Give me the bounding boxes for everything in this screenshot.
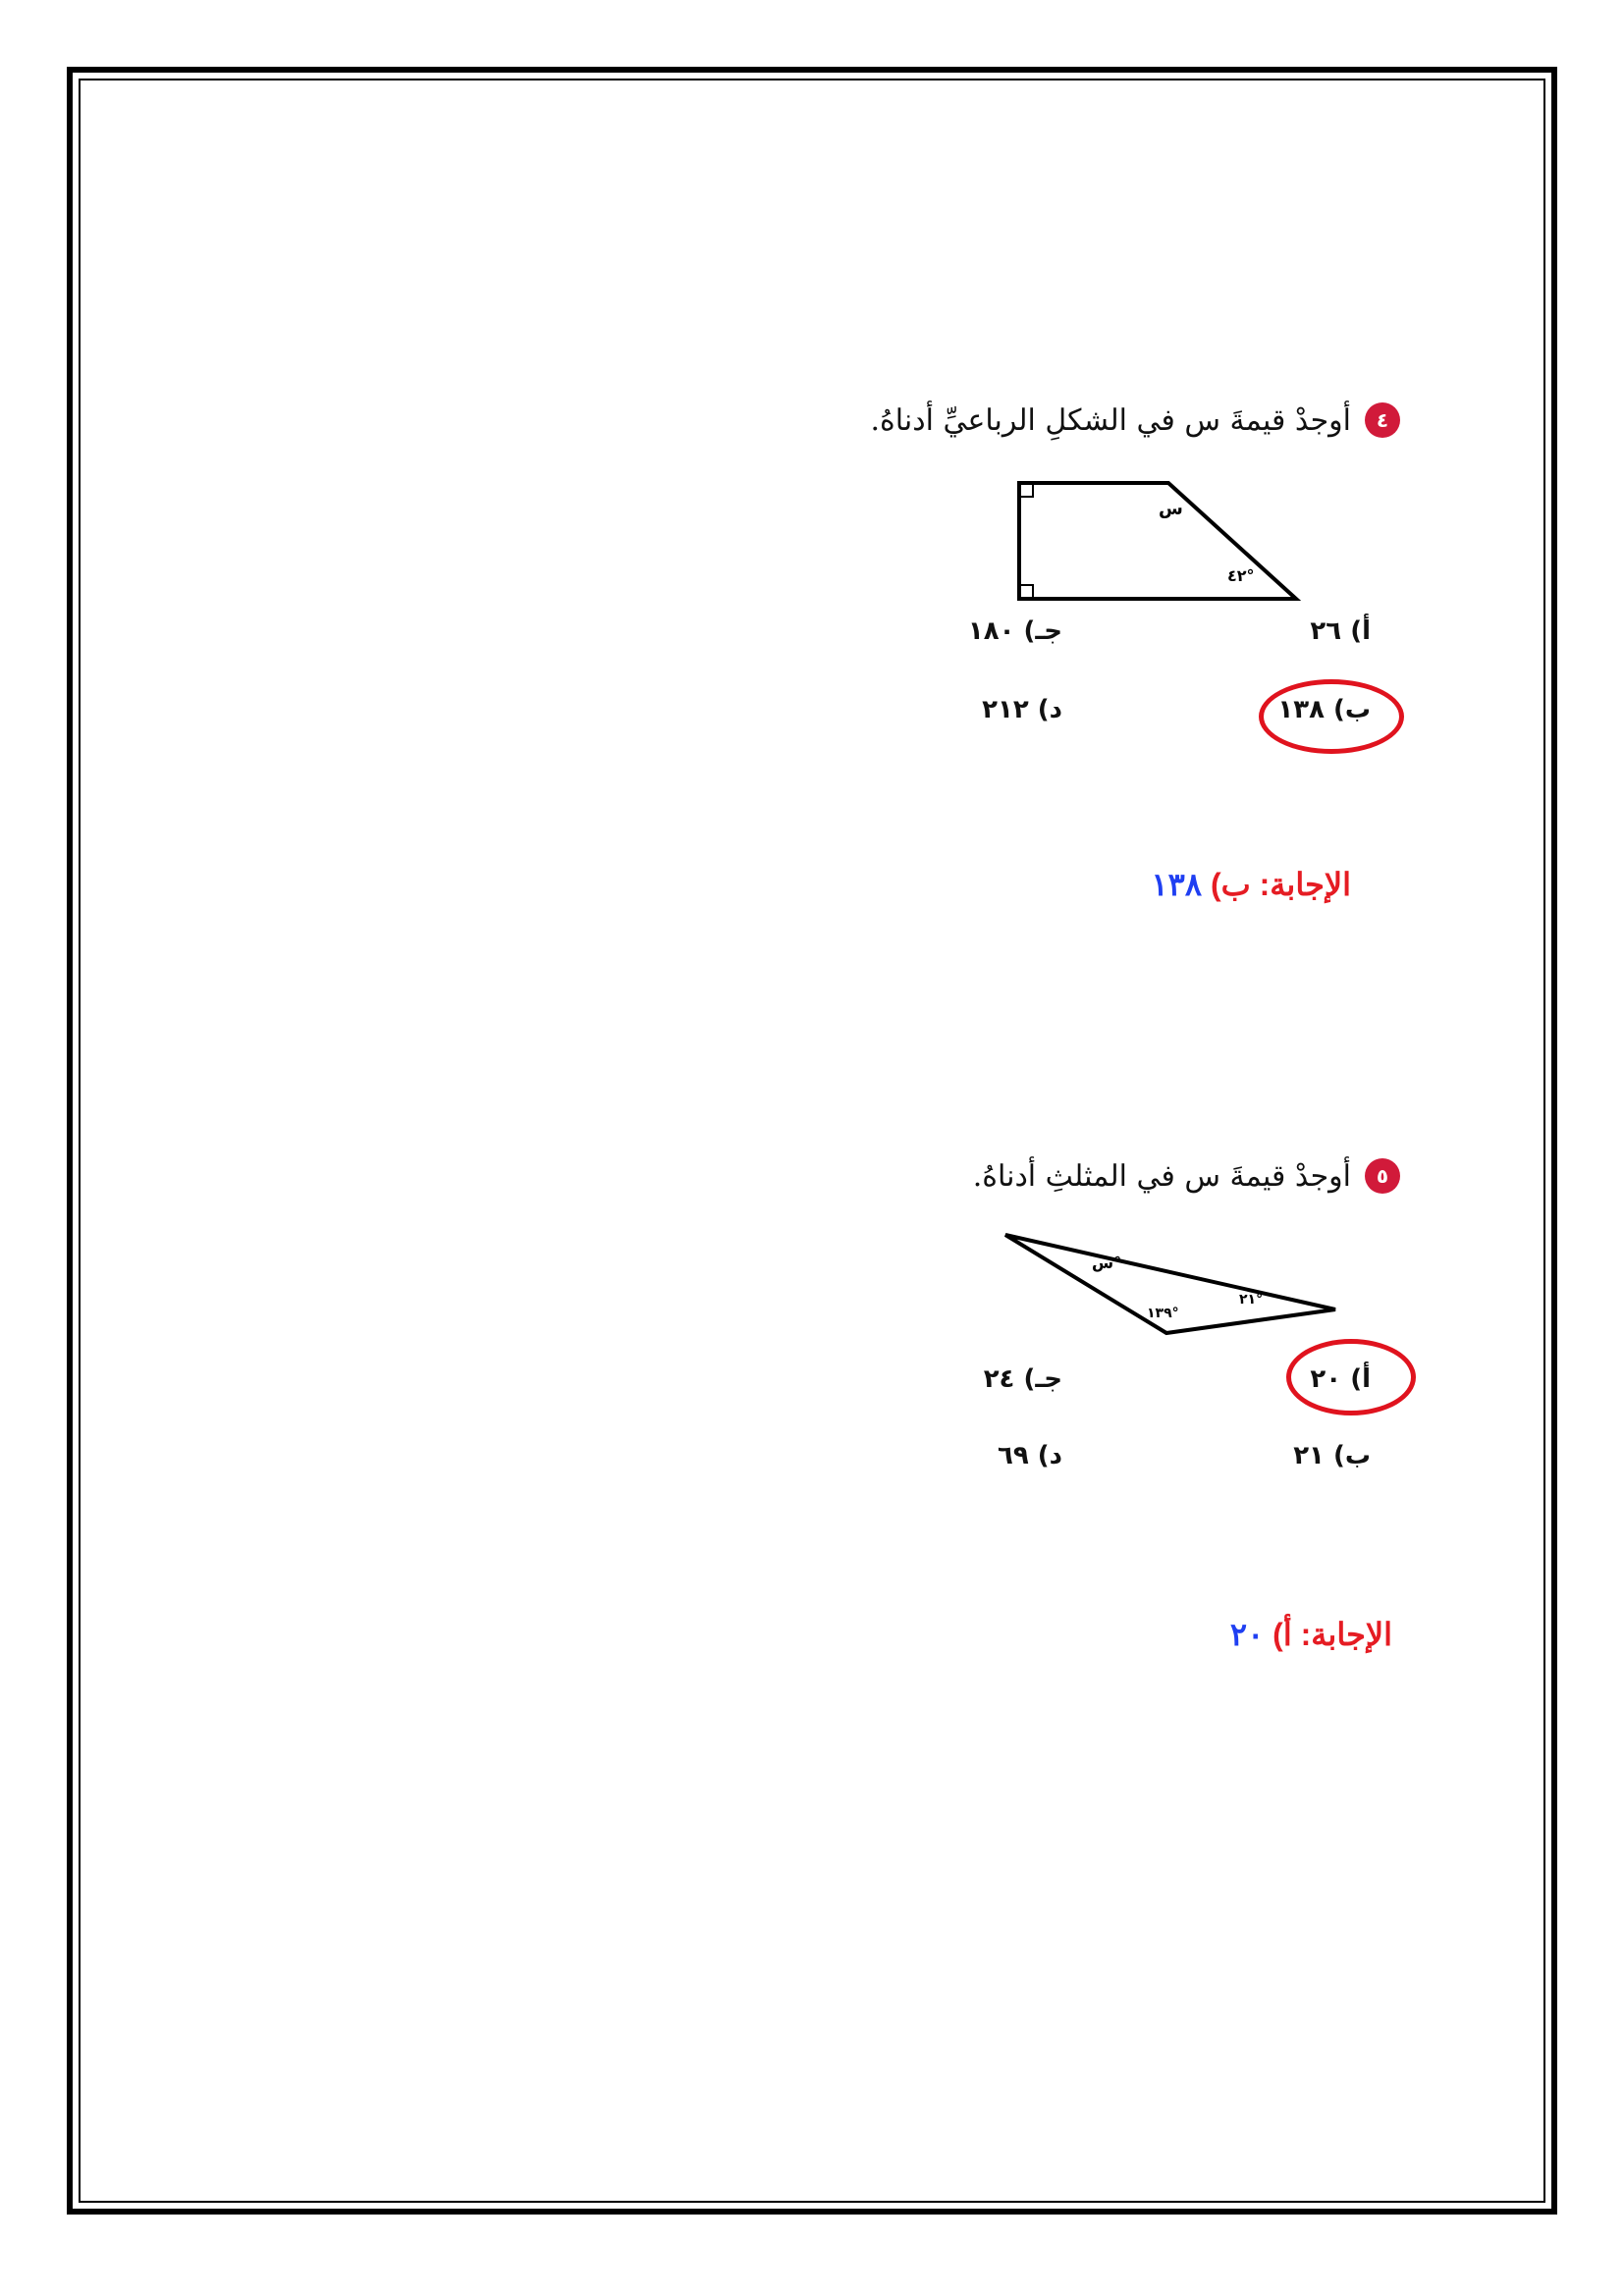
question-5-number-badge: ٥ <box>1365 1158 1400 1194</box>
q5-answer <box>1230 1616 1392 1653</box>
q4-answer-value: ١٣٨ <box>1151 867 1203 902</box>
question-4-header <box>870 402 1400 438</box>
quad-x-label: س <box>1159 499 1183 519</box>
q4-answer <box>1151 866 1351 903</box>
tri-angle-b-label: ١٣٩° <box>1147 1306 1179 1321</box>
q4-option-c[interactable]: جـ) ١٨٠ <box>967 616 1062 646</box>
q4-option-d[interactable]: د) ٢١٢ <box>982 695 1062 724</box>
question-5-text: أوجدْ قيمةَ س في المثلثِ أدناهُ. <box>972 1158 1351 1194</box>
q5-option-b[interactable]: ب) ٢١ <box>1293 1441 1371 1470</box>
tri-x-label: س° <box>1092 1254 1122 1272</box>
tri-angle-a-label: ٢١° <box>1239 1292 1264 1308</box>
q5-selected-circle <box>1286 1339 1416 1415</box>
question-4-text: أوجدْ قيمةَ س في الشكلِ الرباعيِّ أدناهُ. <box>870 402 1351 438</box>
q5-answer-label: الإجابة: أ) <box>1272 1617 1392 1652</box>
q5-option-d[interactable]: د) ٦٩ <box>997 1441 1062 1470</box>
question-4-number-badge: ٤ <box>1365 402 1400 438</box>
q4-option-a[interactable]: أ) ٢٦ <box>1310 616 1371 646</box>
q5-option-c[interactable]: جـ) ٢٤ <box>983 1364 1062 1394</box>
triangle-figure <box>992 1225 1345 1343</box>
q4-answer-label: الإجابة: ب) <box>1210 867 1351 902</box>
q4-selected-circle <box>1259 679 1404 754</box>
q5-option-a[interactable]: أ) ٢٠ <box>1310 1364 1371 1394</box>
question-5-header <box>973 1158 1400 1194</box>
q5-answer-value: ٢٠ <box>1229 1617 1265 1652</box>
page-border-inner <box>79 79 1545 2203</box>
q4-option-b[interactable]: ب) ١٣٨ <box>1277 695 1371 724</box>
quad-angle-label: ٤٢° <box>1227 566 1255 585</box>
quadrilateral-figure <box>1001 473 1316 603</box>
